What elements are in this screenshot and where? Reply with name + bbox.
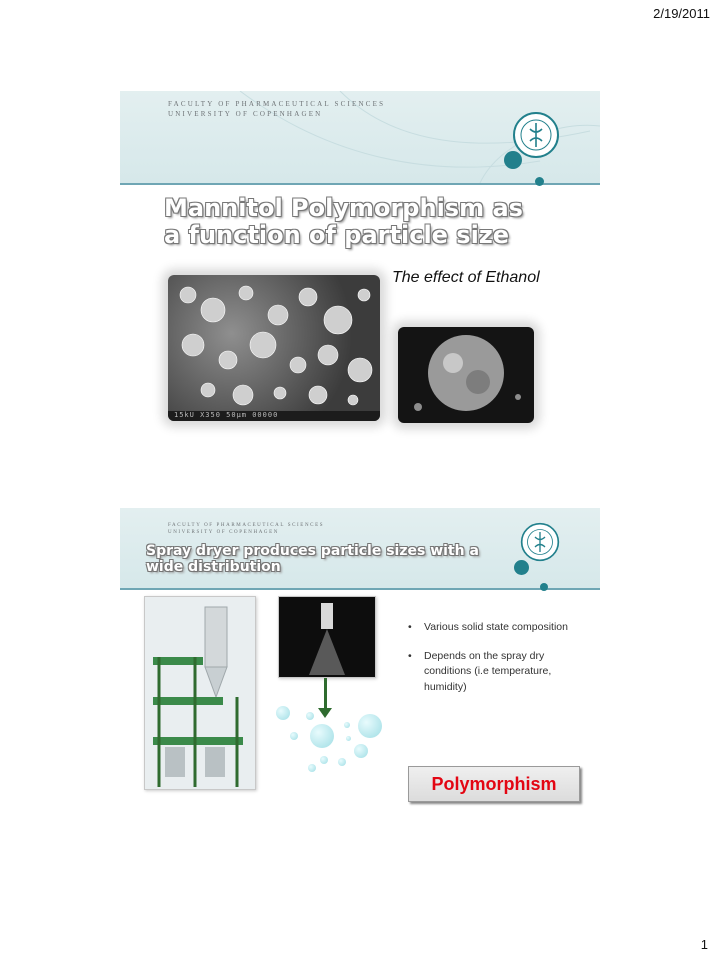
droplet-icon (306, 712, 314, 720)
droplet-icon (344, 722, 350, 728)
spray-dryer-photo (144, 596, 256, 790)
droplet-icon (358, 714, 382, 738)
slide-2 (120, 508, 600, 808)
university-seal-icon (512, 111, 560, 159)
slide-title: Mannitol Polymorphism as a function of particle size (164, 194, 523, 249)
arrow-head-icon (318, 708, 332, 718)
decorative-dot (504, 151, 522, 169)
droplet-icon (290, 732, 298, 740)
droplet-icon (320, 756, 328, 764)
sem-caption: 15kU X350 50µm 00000 (168, 411, 380, 421)
spray-dryer-image (145, 597, 255, 789)
droplet-icon (346, 736, 351, 741)
polymorphism-highlight: Polymorphism (408, 766, 580, 802)
slide-1 (120, 91, 600, 451)
droplet-icon (308, 764, 316, 772)
decorative-dot-small (540, 583, 548, 591)
faculty-name: FACULTY OF PHARMACEUTICAL SCIENCES (168, 100, 386, 108)
bullet-list (404, 620, 594, 709)
decorative-dot (514, 560, 529, 575)
decorative-dot-small (535, 177, 544, 186)
droplet-icon (338, 758, 346, 766)
slide-subtitle: The effect of Ethanol (392, 269, 540, 286)
spray-arrow-icon (324, 678, 327, 710)
single-particle-image (398, 327, 534, 423)
bullet-item: • Various solid state composition (404, 620, 594, 635)
particles-image (168, 275, 380, 421)
sem-micrograph-particles (168, 275, 380, 421)
slide-title: Spray dryer produces particle sizes with a wide distribution (146, 543, 479, 575)
university-name: UNIVERSITY OF COPENHAGEN (168, 110, 323, 118)
sem-micrograph-single-particle (398, 327, 534, 423)
page-date: 2/19/2011 (653, 6, 710, 21)
faculty-name: FACULTY OF PHARMACEUTICAL SCIENCES (168, 523, 325, 528)
slide-header (120, 508, 600, 590)
droplet-icon (276, 706, 290, 720)
page-number: 1 (700, 937, 708, 952)
droplet-icon (310, 724, 334, 748)
droplet-icon (354, 744, 368, 758)
spray-nozzle-image (279, 597, 375, 677)
university-seal-icon (520, 522, 560, 562)
spray-nozzle-photo (278, 596, 376, 678)
university-name: UNIVERSITY OF COPENHAGEN (168, 530, 279, 535)
bullet-item: • Depends on the spray dry conditions (i.e temperature, humidity) (404, 649, 594, 695)
slide-header (120, 91, 600, 185)
